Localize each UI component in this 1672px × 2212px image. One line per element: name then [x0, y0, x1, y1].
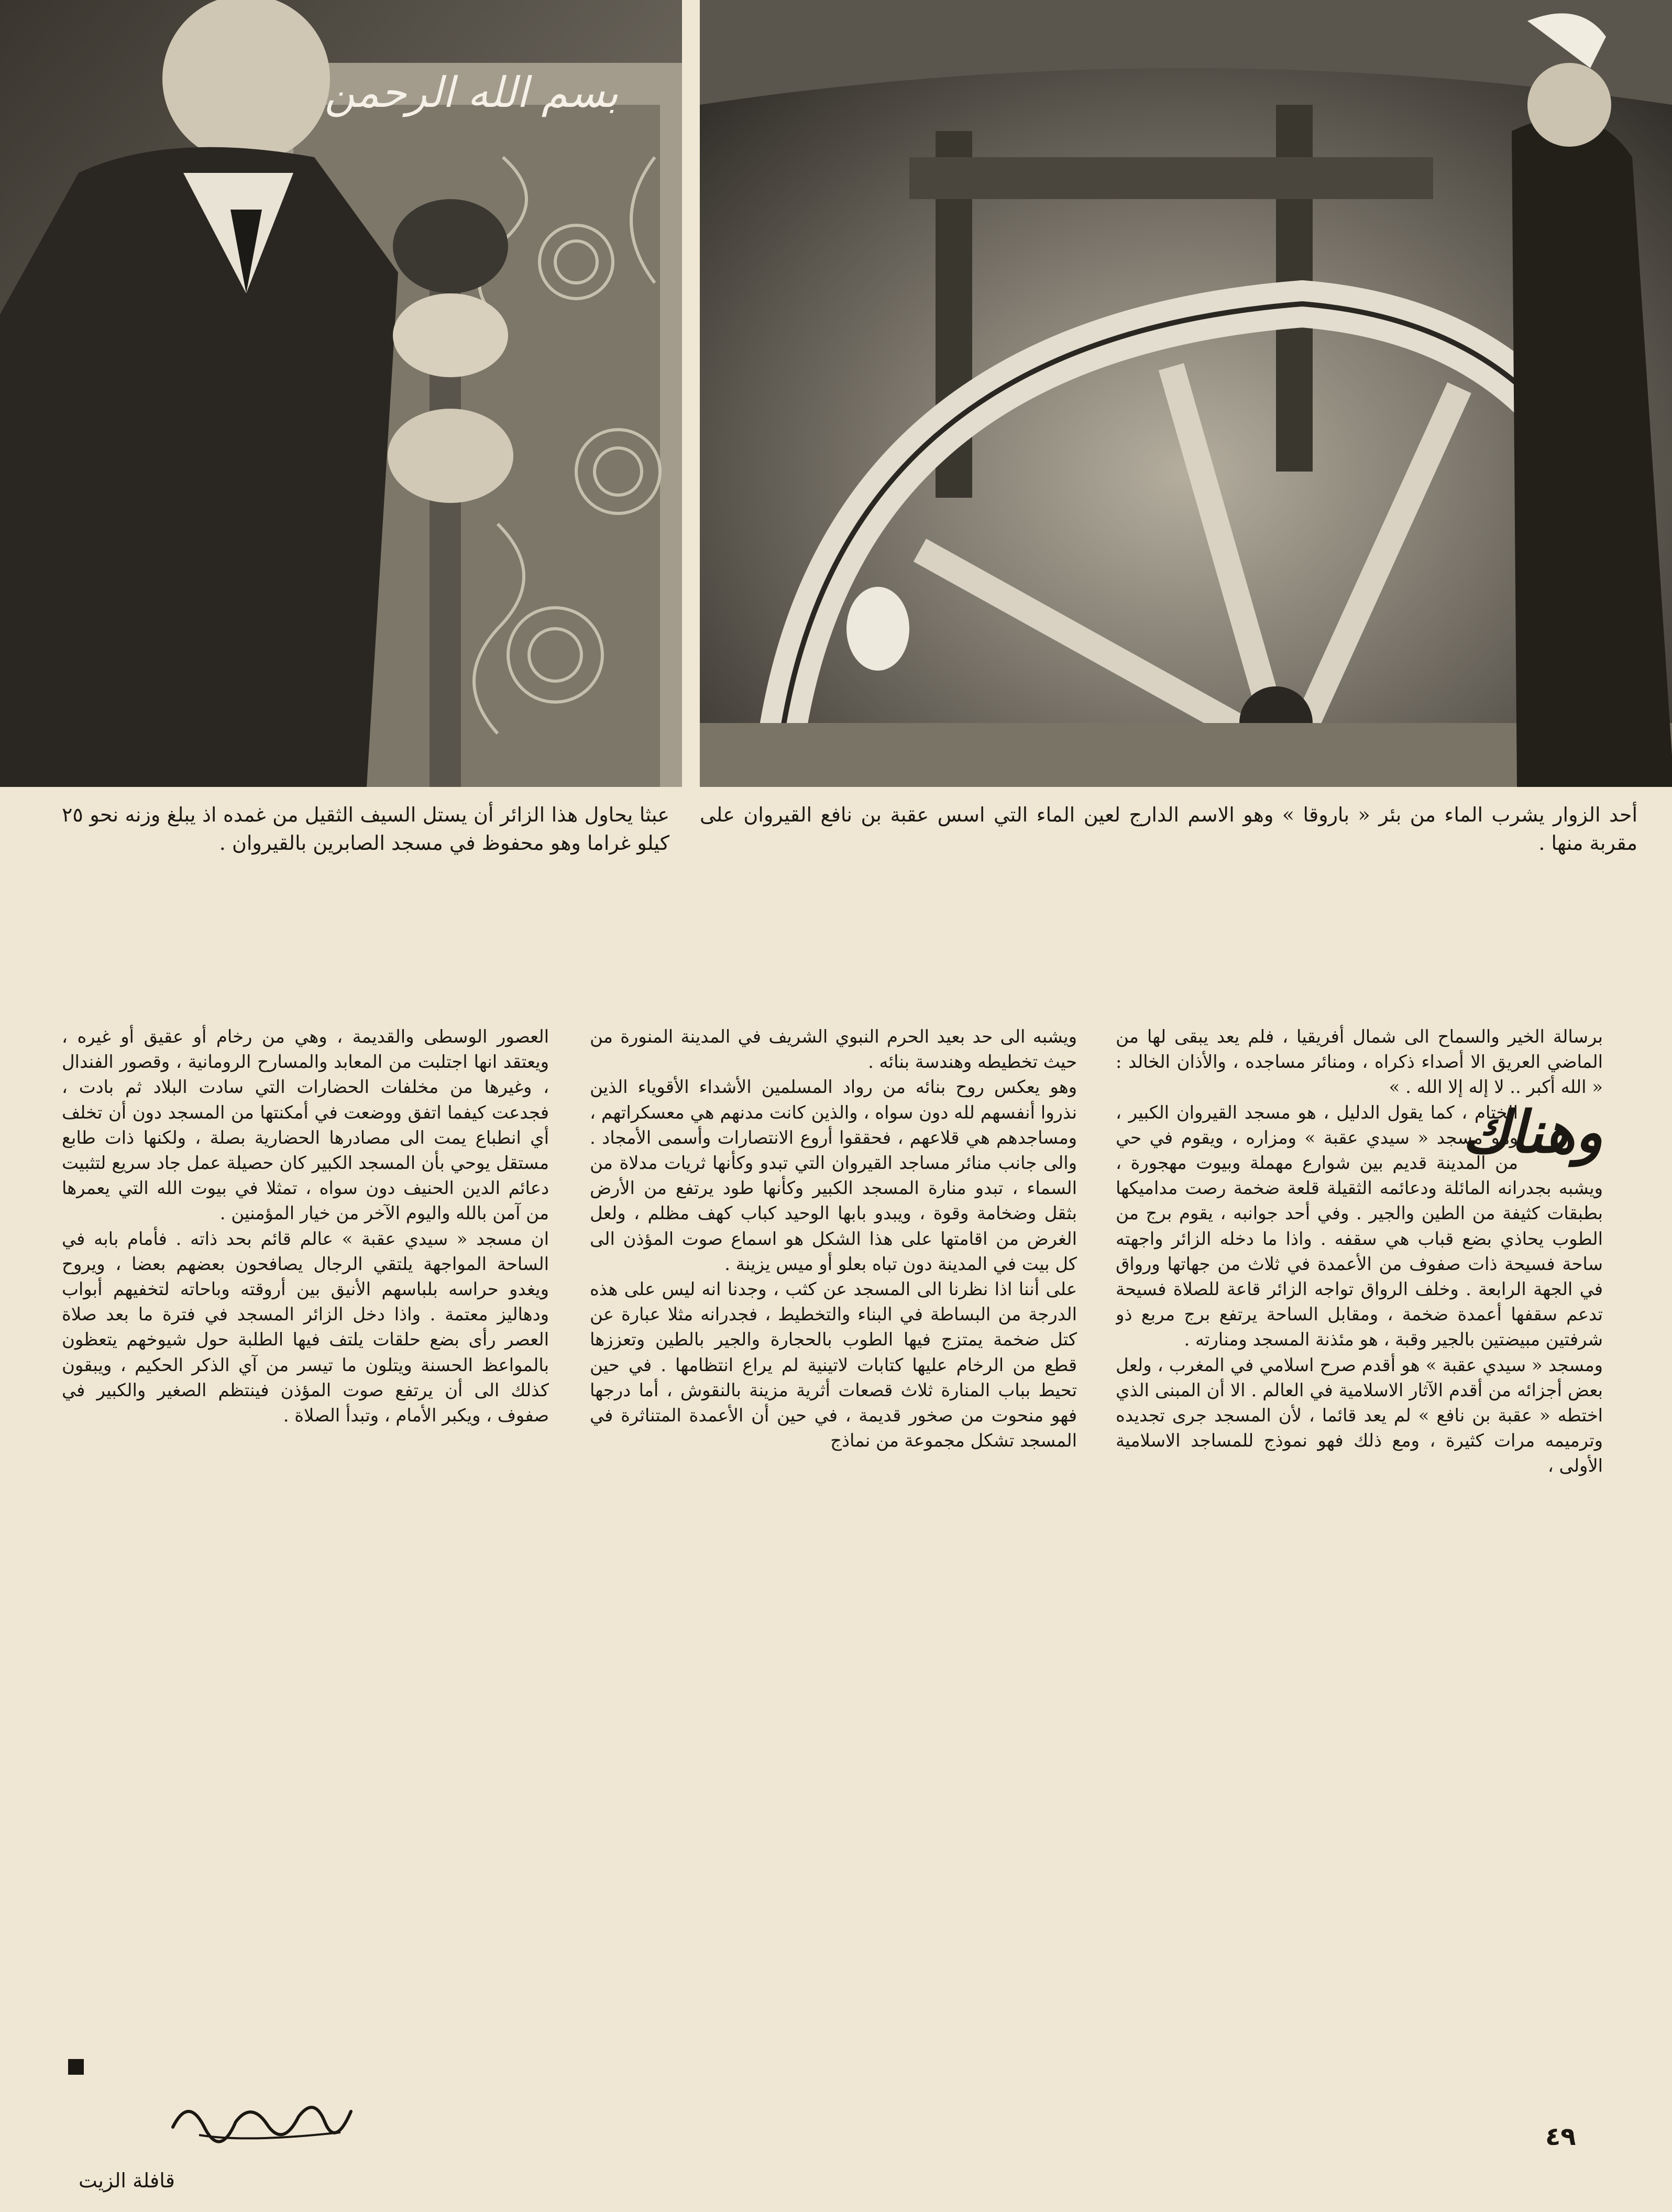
paragraph: ويشبه الى حد بعيد الحرم النبوي الشريف في المدينة المنورة من حيث تخطيطه وهندسة بنائه .: [590, 1026, 1077, 1072]
drop-cap: وهناك: [1462, 1098, 1603, 1166]
paragraph: وهو يعكس روح بنائه من رواد المسلمين الأشداء الأقوياء الذين نذروا أنفسهم لله دون سواه ، والذين كانت مدنهم هي معسكراتهم ، ومساجدهم هي قلاعهم ، فحققوا أروع الانتصارات وأسمى الأمجاد . والى جانب منائر مساجد القيروان التي تبدو وكأنها ثريات مدلاة من السماء ، تبدو منارة المسجد الكبير وكأنها طود يرتفع من الأرض بثقل وضخامة وقوة ، ويبدو بابها الوحيد كباب كهف مظلم ، ولعل الغرض من اقامتها على هذا الشكل هو اسماع صوت المؤذن الى كل بيت في المدينة دون تباه بعلو أو ميس يزينة .: [590, 1077, 1077, 1274]
paragraph: العصور الوسطى والقديمة ، وهي من رخام أو عقيق أو غيره ، ويعتقد انها اجتلبت من المعابد والمسارح الرومانية ، وقصور الفندال ، وغيرها من مخلفات الحضارات التي سادت البلاد ثم بادت ، فجدعت كيفما اتفق ووضعت في أمكنتها من المسجد دون أن تخلف أي انطباع يمت الى مصادرها الحضارية بصلة ، ولكنها ذات طابع مستقل يوحي بأن المسجد الكبير كان حصيلة عمل جاد سريع لتثبيت دعائم الدين الحنيف دون سواه ، تمثلا في بيوت الله التي يعمرها من آمن بالله واليوم الآخر من خيار المؤمنين .: [62, 1026, 549, 1224]
magazine-name: قافلة الزيت: [79, 2169, 175, 2192]
paragraph: ومسجد « سيدي عقبة » هو أقدم صرح اسلامي في المغرب ، ولعل بعض أجزائه من أقدم الآثار الاسلامية في العالم . الا أن المبنى الذي اختطه « عقبة بن نافع » لم يعد قائما ، لأن المسجد جرى تجديده وترميمه مرات كثيرة ، ومع ذلك فهو نموذج للمساجد الاسلامية الأولى ،: [1116, 1354, 1603, 1476]
page-number: ٤٩: [1545, 2122, 1576, 2151]
caption-left: عبثا يحاول هذا الزائر أن يستل السيف الثقيل من غمده اذ يبلغ وزنه نحو ٢٥ كيلو غراما وهو محفوظ في مسجد الصابرين بالقيروان .: [62, 803, 669, 855]
caption-right: أحد الزوار يشرب الماء من بئر « باروقا » وهو الاسم الدارج لعين الماء التي اسس عقبة بن نافع القيروان على مقربة منها .: [700, 803, 1638, 855]
paragraph: برسالة الخير والسماح الى شمال أفريقيا ، فلم يعد يبقى لها من الماضي العريق الا أصداء ذكراه ، ومنائر مساجده ، والأذان الخالد : « الله أكبر .. لا إله إلا الله . »: [1116, 1026, 1603, 1098]
paragraph: ان مسجد « سيدي عقبة » عالم قائم بحد ذاته . فأمام بابه في الساحة المواجهة يلتقي الرجال يصافحون بعضهم بعضا ، ويروح ويغدو حراسه بلباسهم الأنيق بين أروقته وباحاته لتخفيهم أبواب ودهاليز معتمة . واذا دخل الزائر المسجد في فترة ما بعد صلاة العصر رأى بضع حلقات يلتف فيها الطلبة حول شيوخهم يتعظون بالمواعظ الحسنة ويتلون ما تيسر من آي الذكر الحكيم ، ويبقون كذلك الى أن يرتفع صوت المؤذن فينتظم الصغير والكبير في صفوف ، ويكبر الأمام ، وتبدأ الصلاة .: [62, 1228, 549, 1426]
paragraph-text: الختام ، كما يقول الدليل ، هو مسجد القيروان الكبير ، وهو مسجد « سيدي عقبة » ومزاره ، ويقوم في حي من المدينة قديم بين شوارع مهملة وبيوت مهجورة ، ويشبه بجدرانه المائلة ودعائمه الثقيلة قلعة ضخمة رصت مداميكها بطبقات كثيفة من الطين والجير . وفي أحد جوانبه ، يقوم برج من الطوب يحاذي بضع قباب هي سقفه . واذا ما دخله الزائر واجهته ساحة فسيحة ذات صفوف من الأعمدة في ثلاث من جهاتها ورواق في الجهة الرابعة . وخلف الرواق تواجه الزائر قاعة للصلاة فسيحة تدعم سقفها أعمدة ضخمة ، ومقابل الساحة يرتفع برج مربع ذو شرفتين مبيضتين بالجير وقبة ، هو مئذنة المسجد ومنارته .: [1116, 1102, 1603, 1350]
photo-well-visitor: [700, 0, 1672, 787]
door-inscription: بسم الله الرحمن: [324, 68, 619, 117]
column-middle: [590, 1024, 1077, 2054]
paragraph: على أننا اذا نظرنا الى المسجد عن كثب ، وجدنا انه ليس على هذه الدرجة من البساطة في البناء والتخطيط ، فجدرانه مثلا عبارة عن كتل ضخمة يمتزج فيها الطوب بالحجارة والجير بالطين وتعززها قطع من الرخام عليها كتابات لاتينية لم يراع انتظامها . في حين تحيط بباب المنارة ثلاث قصعات أثرية مزينة بالنقوش ، أما درجها فهو منحوت من صخور قديمة ، في حين أن الأعمدة المتناثرة في المسجد تشكل مجموعة من نماذج: [590, 1279, 1077, 1451]
column-right: [1116, 1024, 1603, 2054]
column-left: [62, 1024, 549, 2054]
photo-sword-visitor: [0, 0, 682, 787]
author-signature: [168, 2085, 356, 2148]
paragraph: [1116, 1100, 1603, 1353]
end-mark-icon: [68, 2059, 84, 2075]
